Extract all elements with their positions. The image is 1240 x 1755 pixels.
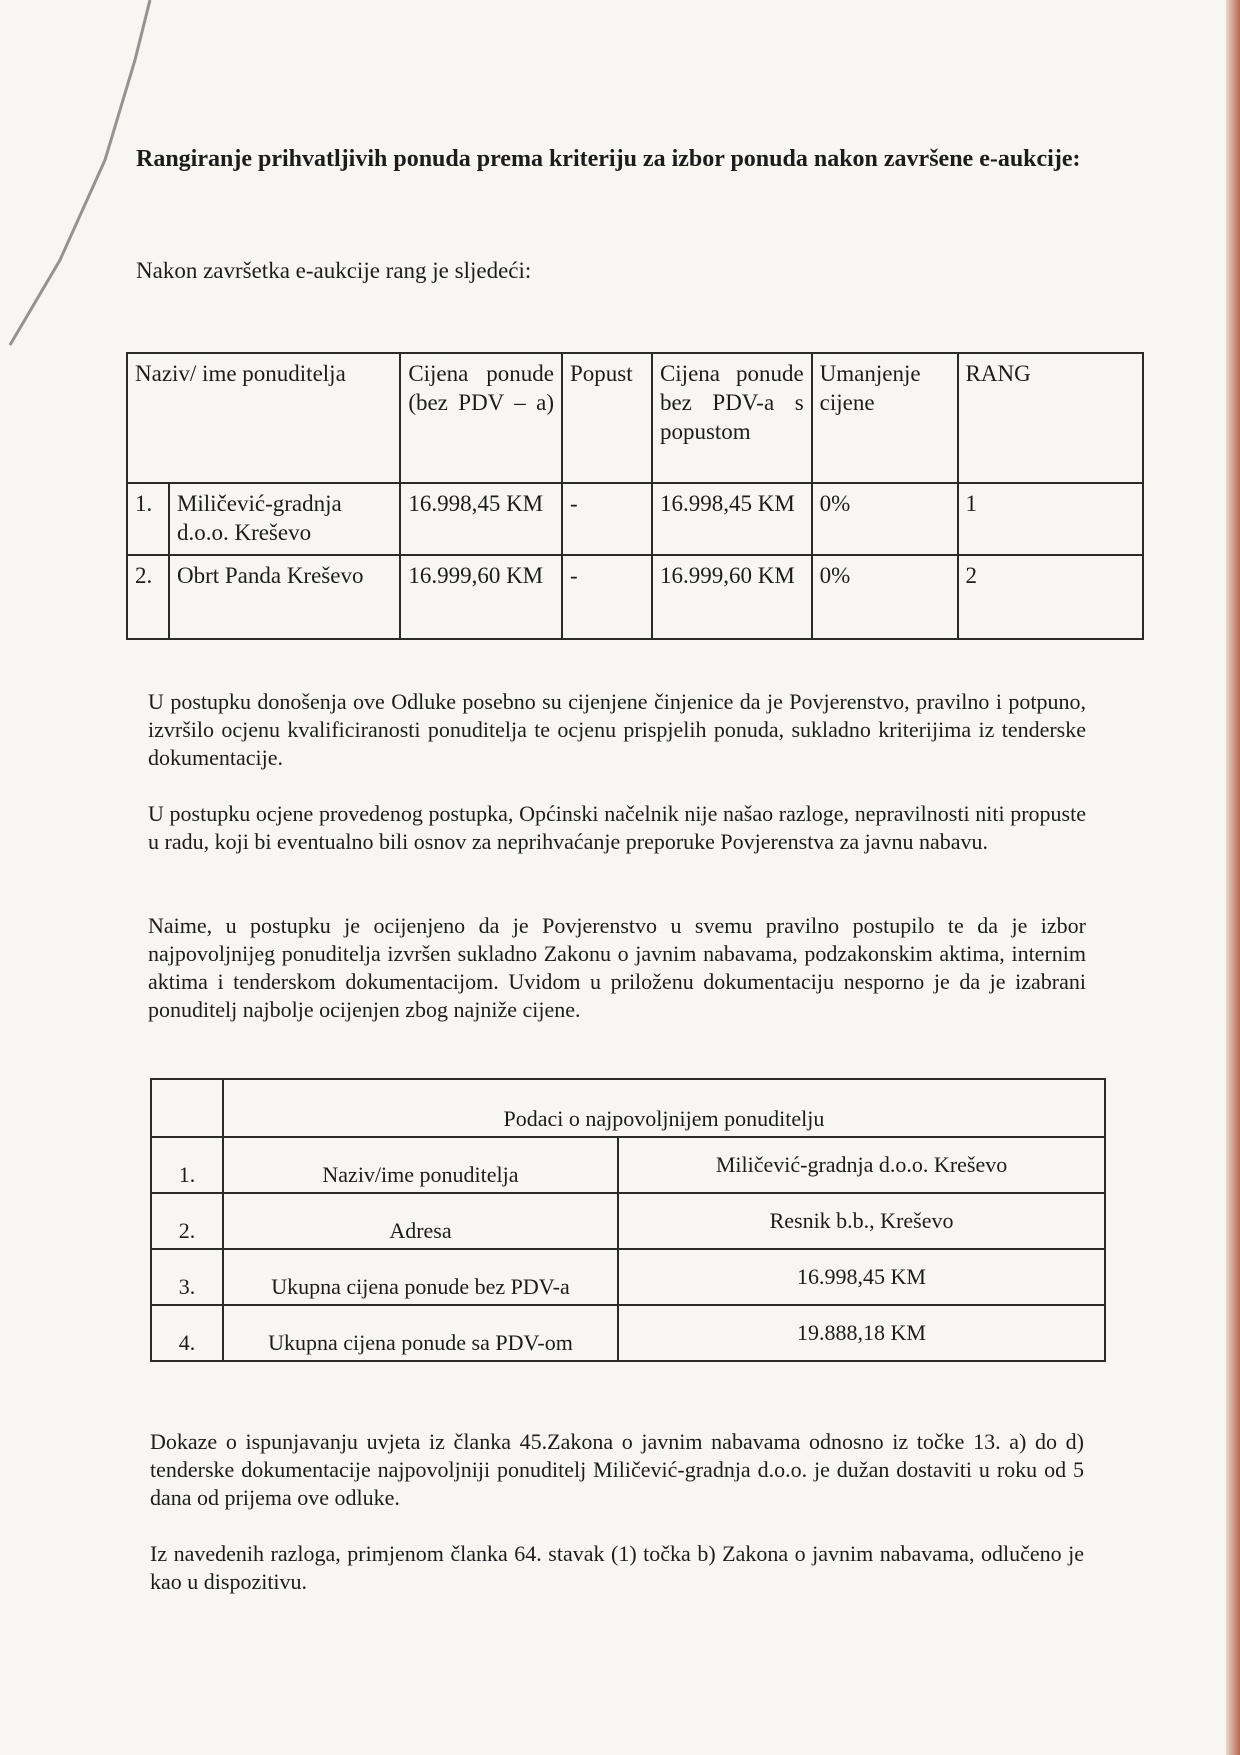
ranking-table xyxy=(126,352,1144,640)
bid-price-discount: 16.998,45 KM xyxy=(652,483,812,555)
best-bidder-title: Podaci o najpovoljnijem ponuditelju xyxy=(223,1079,1105,1137)
header-price-discount: Cijena ponude bez PDV-a s popustom xyxy=(652,353,812,483)
scan-edge-right xyxy=(1226,0,1240,1755)
paragraph-1: U postupku donošenja ove Odluke posebno su cijenjene činjenice da je Povjerenstvo, pravilno i potpuno, izvršilo ocjenu kvalificiranosti ponuditelja te ocjenu prispjelih ponuda, sukladno kriterijima iz tenderske dokumentacije. xyxy=(148,689,1086,770)
row-label: Adresa xyxy=(223,1193,618,1249)
header-name: Naziv/ ime ponuditelja xyxy=(127,353,400,483)
section-heading: Rangiranje prihvatljivih ponuda prema kriteriju za izbor ponuda nakon završene e-aukcije: xyxy=(136,146,1081,172)
table-row xyxy=(151,1193,1105,1249)
table-row xyxy=(151,1137,1105,1193)
row-number: 1. xyxy=(127,483,169,555)
row-value: Resnik b.b., Kreševo xyxy=(618,1193,1105,1249)
header-reduction: Umanjenje cijene xyxy=(812,353,958,483)
row-value: Miličević-gradnja d.o.o. Kreševo xyxy=(618,1137,1105,1193)
row-number: 1. xyxy=(151,1137,223,1193)
row-label: Ukupna cijena ponude sa PDV-om xyxy=(223,1305,618,1361)
scan-edge-line xyxy=(0,0,160,360)
paragraph-4: Dokaze o ispunjavanju uvjeta iz članka 45.Zakona o javnim nabavama odnosno iz točke 13. a) do d) tenderske dokumentacije najpovoljniji ponuditelj Miličević-gradnja d.o.o. je dužan dostaviti u roku od 5 dana od prijema ove odluke. xyxy=(150,1429,1084,1510)
row-number: 4. xyxy=(151,1305,223,1361)
bid-reduction: 0% xyxy=(812,483,958,555)
bid-reduction: 0% xyxy=(812,555,958,639)
bid-discount: - xyxy=(562,555,652,639)
bid-price-discount: 16.999,60 KM xyxy=(652,555,812,639)
bid-discount: - xyxy=(562,483,652,555)
table-header-row xyxy=(127,353,1143,483)
table-row xyxy=(127,555,1143,639)
bid-rank: 2 xyxy=(958,555,1143,639)
paragraph-2: U postupku ocjene provedenog postupka, Općinski načelnik nije našao razloge, nepravilnosti niti propuste u radu, koji bi eventualno bili osnov za neprihvaćanje preporuke Povjerenstva za javnu nabavu. xyxy=(148,801,1086,854)
bidder-name: Miličević-gradnja d.o.o. Kreševo xyxy=(169,483,400,555)
header-price: Cijena ponude (bez PDV – a) xyxy=(400,353,562,483)
best-bidder-table xyxy=(150,1078,1106,1362)
row-label: Ukupna cijena ponude bez PDV-a xyxy=(223,1249,618,1305)
header-rank: RANG xyxy=(958,353,1143,483)
row-number: 2. xyxy=(151,1193,223,1249)
header-discount: Popust xyxy=(562,353,652,483)
row-number: 3. xyxy=(151,1249,223,1305)
bid-price: 16.998,45 KM xyxy=(400,483,562,555)
table-row xyxy=(127,483,1143,555)
empty-cell xyxy=(151,1079,223,1137)
paragraph-5: Iz navedenih razloga, primjenom članka 64. stavak (1) točka b) Zakona o javnim nabavama, odlučeno je kao u dispozitivu. xyxy=(150,1541,1084,1594)
table-row xyxy=(151,1249,1105,1305)
bid-rank: 1 xyxy=(958,483,1143,555)
bidder-name: Obrt Panda Kreševo xyxy=(169,555,400,639)
row-value: 19.888,18 KM xyxy=(618,1305,1105,1361)
paragraph-3: Naime, u postupku je ocijenjeno da je Povjerenstvo u svemu pravilno postupilo te da je izbor najpovoljnijeg ponuditelja izvršen sukladno Zakonu o javnim nabavama, podzakonskim aktima, internim aktima i tenderskom dokumentacijom. Uvidom u priloženu dokumentaciju nesporno je da je izabrani ponuditelj najbolje ocijenjen zbog najniže cijene. xyxy=(148,913,1086,1022)
table-title-row xyxy=(151,1079,1105,1137)
intro-text: Nakon završetka e-aukcije rang je sljedeći: xyxy=(136,258,532,283)
row-label: Naziv/ime ponuditelja xyxy=(223,1137,618,1193)
row-number: 2. xyxy=(127,555,169,639)
table-row xyxy=(151,1305,1105,1361)
row-value: 16.998,45 KM xyxy=(618,1249,1105,1305)
bid-price: 16.999,60 KM xyxy=(400,555,562,639)
